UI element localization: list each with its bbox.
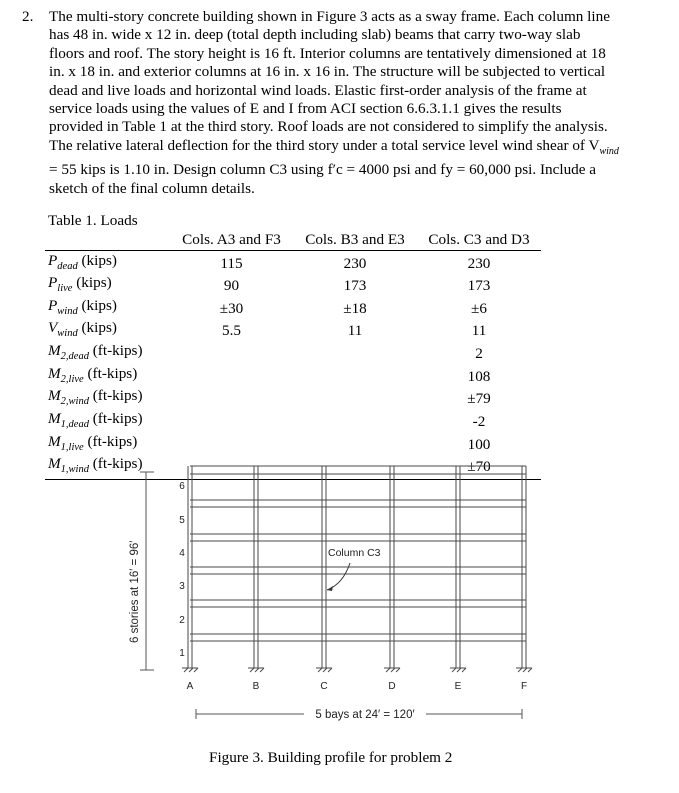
column-header: Cols. B3 and E3 bbox=[293, 232, 417, 250]
height-dimension bbox=[140, 472, 154, 670]
row-label bbox=[45, 411, 170, 434]
floor-number: 1 bbox=[179, 648, 185, 659]
table-cell bbox=[170, 388, 293, 411]
frame-grid bbox=[182, 466, 532, 672]
table-cell: 100 bbox=[467, 435, 491, 453]
row-symbol: P bbox=[48, 296, 58, 314]
table-cell: 230 bbox=[467, 254, 491, 272]
table-cell: 90 bbox=[223, 277, 240, 295]
loads-table bbox=[45, 232, 541, 480]
column-letter: F bbox=[520, 681, 528, 692]
row-symbol: M bbox=[48, 364, 61, 382]
row-unit: (kips) bbox=[76, 274, 112, 292]
row-subscript: dead bbox=[57, 260, 78, 272]
problem-line: in. x 18 in. and exterior columns at 16 in. x 16 in. The structure will be subjected to vertical bbox=[49, 63, 606, 81]
row-symbol: M bbox=[48, 387, 61, 405]
column-letter: D bbox=[388, 681, 396, 692]
table-cell bbox=[293, 366, 417, 389]
height-label: 6 stories at 16′ = 96′ bbox=[129, 540, 141, 643]
table-cell bbox=[170, 366, 293, 389]
row-label bbox=[45, 298, 170, 321]
row-label bbox=[45, 366, 170, 389]
problem-text bbox=[49, 8, 662, 198]
row-unit: (ft-kips) bbox=[92, 387, 143, 405]
table-row bbox=[45, 388, 541, 411]
row-label bbox=[45, 434, 170, 457]
row-symbol: M bbox=[48, 455, 61, 473]
column-letter: B bbox=[252, 681, 260, 692]
row-label bbox=[45, 320, 170, 343]
row-unit: (ft-kips) bbox=[87, 432, 138, 450]
row-symbol: M bbox=[48, 342, 61, 360]
problem-line: service loads using the values of E and I from ACI section 6.6.3.1.1 gives the results bbox=[49, 100, 562, 118]
bays-label: 5 bays at 24′ = 120′ bbox=[315, 709, 415, 721]
table-row bbox=[45, 434, 541, 457]
table-cell bbox=[293, 434, 417, 457]
column-header: Cols. A3 and F3 bbox=[170, 232, 293, 250]
column-letter: C bbox=[320, 681, 328, 692]
row-label bbox=[45, 343, 170, 366]
problem-line: dead and live loads and horizontal wind loads. Elastic first-order analysis of the frame at bbox=[49, 81, 587, 99]
table-row bbox=[45, 298, 541, 321]
row-unit: (ft-kips) bbox=[92, 342, 143, 360]
floor-number: 3 bbox=[179, 581, 185, 592]
row-symbol: M bbox=[48, 409, 61, 427]
table-cell: ±79 bbox=[467, 390, 491, 408]
problem-statement bbox=[22, 8, 662, 198]
figure-caption: Figure 3. Building profile for problem 2 bbox=[209, 749, 453, 766]
callout-arrowhead bbox=[327, 586, 333, 591]
table-cell: ±18 bbox=[343, 299, 367, 317]
problem-line: floors and roof. The story height is 16 ft. Interior columns are tentatively dimensioned at 18 bbox=[49, 44, 606, 62]
wind-subscript: wind bbox=[599, 145, 619, 157]
table-cell: 11 bbox=[347, 322, 363, 340]
row-symbol: P bbox=[48, 274, 58, 292]
table-cell: 230 bbox=[343, 254, 367, 272]
table-cell bbox=[293, 343, 417, 366]
row-unit: (ft-kips) bbox=[92, 409, 143, 427]
table-cell: 115 bbox=[220, 254, 243, 272]
table-row bbox=[45, 343, 541, 366]
table-cell bbox=[170, 411, 293, 434]
table-row bbox=[45, 320, 541, 343]
problem-line bbox=[49, 137, 662, 161]
row-symbol: V bbox=[48, 319, 58, 337]
row-subscript: 1,live bbox=[60, 441, 84, 453]
table-cell: 2 bbox=[475, 345, 483, 363]
table-cell: 173 bbox=[343, 277, 367, 295]
problem-number: 2. bbox=[22, 8, 34, 25]
table-cell: 108 bbox=[467, 367, 491, 385]
column-header: Cols. C3 and D3 bbox=[417, 232, 541, 250]
table-cell bbox=[170, 434, 293, 457]
problem-line: has 48 in. wide x 12 in. deep (total depth including slab) beams that carry two-way slab bbox=[49, 26, 581, 44]
problem-line: provided in Table 1 at the third story. Roof loads are not considered to simplify the analysis. bbox=[49, 118, 608, 136]
table-cell: 173 bbox=[467, 277, 491, 295]
header-label-cell bbox=[45, 232, 170, 250]
table-row bbox=[45, 275, 541, 298]
column-letter: E bbox=[454, 681, 462, 692]
floor-number: 5 bbox=[179, 515, 185, 526]
row-subscript: 1,wind bbox=[60, 464, 89, 476]
row-unit: (kips) bbox=[81, 296, 117, 314]
problem-line: = 55 kips is 1.10 in. Design column C3 using f′c = 4000 psi and fy = 60,000 psi. Include a bbox=[49, 161, 597, 179]
table-body bbox=[45, 250, 541, 479]
table-row bbox=[45, 411, 541, 434]
table-cell: ±70 bbox=[417, 456, 541, 479]
table-cell bbox=[293, 388, 417, 411]
row-subscript: 2,dead bbox=[60, 351, 89, 363]
row-unit: (kips) bbox=[81, 251, 117, 269]
table-cell bbox=[170, 343, 293, 366]
building-profile-figure bbox=[118, 460, 538, 745]
floor-number: 2 bbox=[179, 615, 185, 626]
row-label bbox=[45, 250, 170, 275]
table-row bbox=[45, 250, 541, 275]
column-letter: A bbox=[186, 681, 194, 692]
row-subscript: wind bbox=[57, 328, 78, 340]
table-cell: -2 bbox=[472, 412, 486, 430]
table-cell bbox=[293, 411, 417, 434]
row-label bbox=[45, 388, 170, 411]
row-subscript: 2,live bbox=[60, 373, 84, 385]
row-subscript: 1,dead bbox=[60, 419, 89, 430]
row-symbol: P bbox=[48, 251, 58, 269]
row-unit: (ft-kips) bbox=[87, 364, 138, 382]
row-label bbox=[45, 275, 170, 298]
floor-number: 4 bbox=[179, 548, 185, 559]
table-row bbox=[45, 366, 541, 389]
table-cell: 5.5 bbox=[222, 322, 241, 340]
table-header-row bbox=[45, 232, 541, 250]
column-callout-label: Column C3 bbox=[328, 547, 381, 559]
row-unit: (ft-kips) bbox=[92, 455, 143, 473]
row-subscript: live bbox=[57, 283, 73, 295]
floor-number: 6 bbox=[179, 481, 185, 492]
table-cell: ±6 bbox=[471, 299, 487, 317]
table-cell: 11 bbox=[471, 322, 487, 340]
fixed-supports bbox=[182, 668, 532, 672]
row-unit: (kips) bbox=[81, 319, 117, 337]
problem-line: The multi-story concrete building shown in Figure 3 acts as a sway frame. Each column line bbox=[49, 8, 610, 25]
problem-line: sketch of the final column details. bbox=[49, 179, 255, 197]
problem-line-text: The relative lateral deflection for the third story under a total service level wind shear of V bbox=[49, 136, 600, 154]
table-title: Table 1. Loads bbox=[48, 212, 138, 229]
row-symbol: M bbox=[48, 432, 61, 450]
row-subscript: 2,wind bbox=[60, 396, 89, 408]
table-cell: ±30 bbox=[219, 299, 244, 317]
row-subscript: wind bbox=[57, 305, 78, 317]
